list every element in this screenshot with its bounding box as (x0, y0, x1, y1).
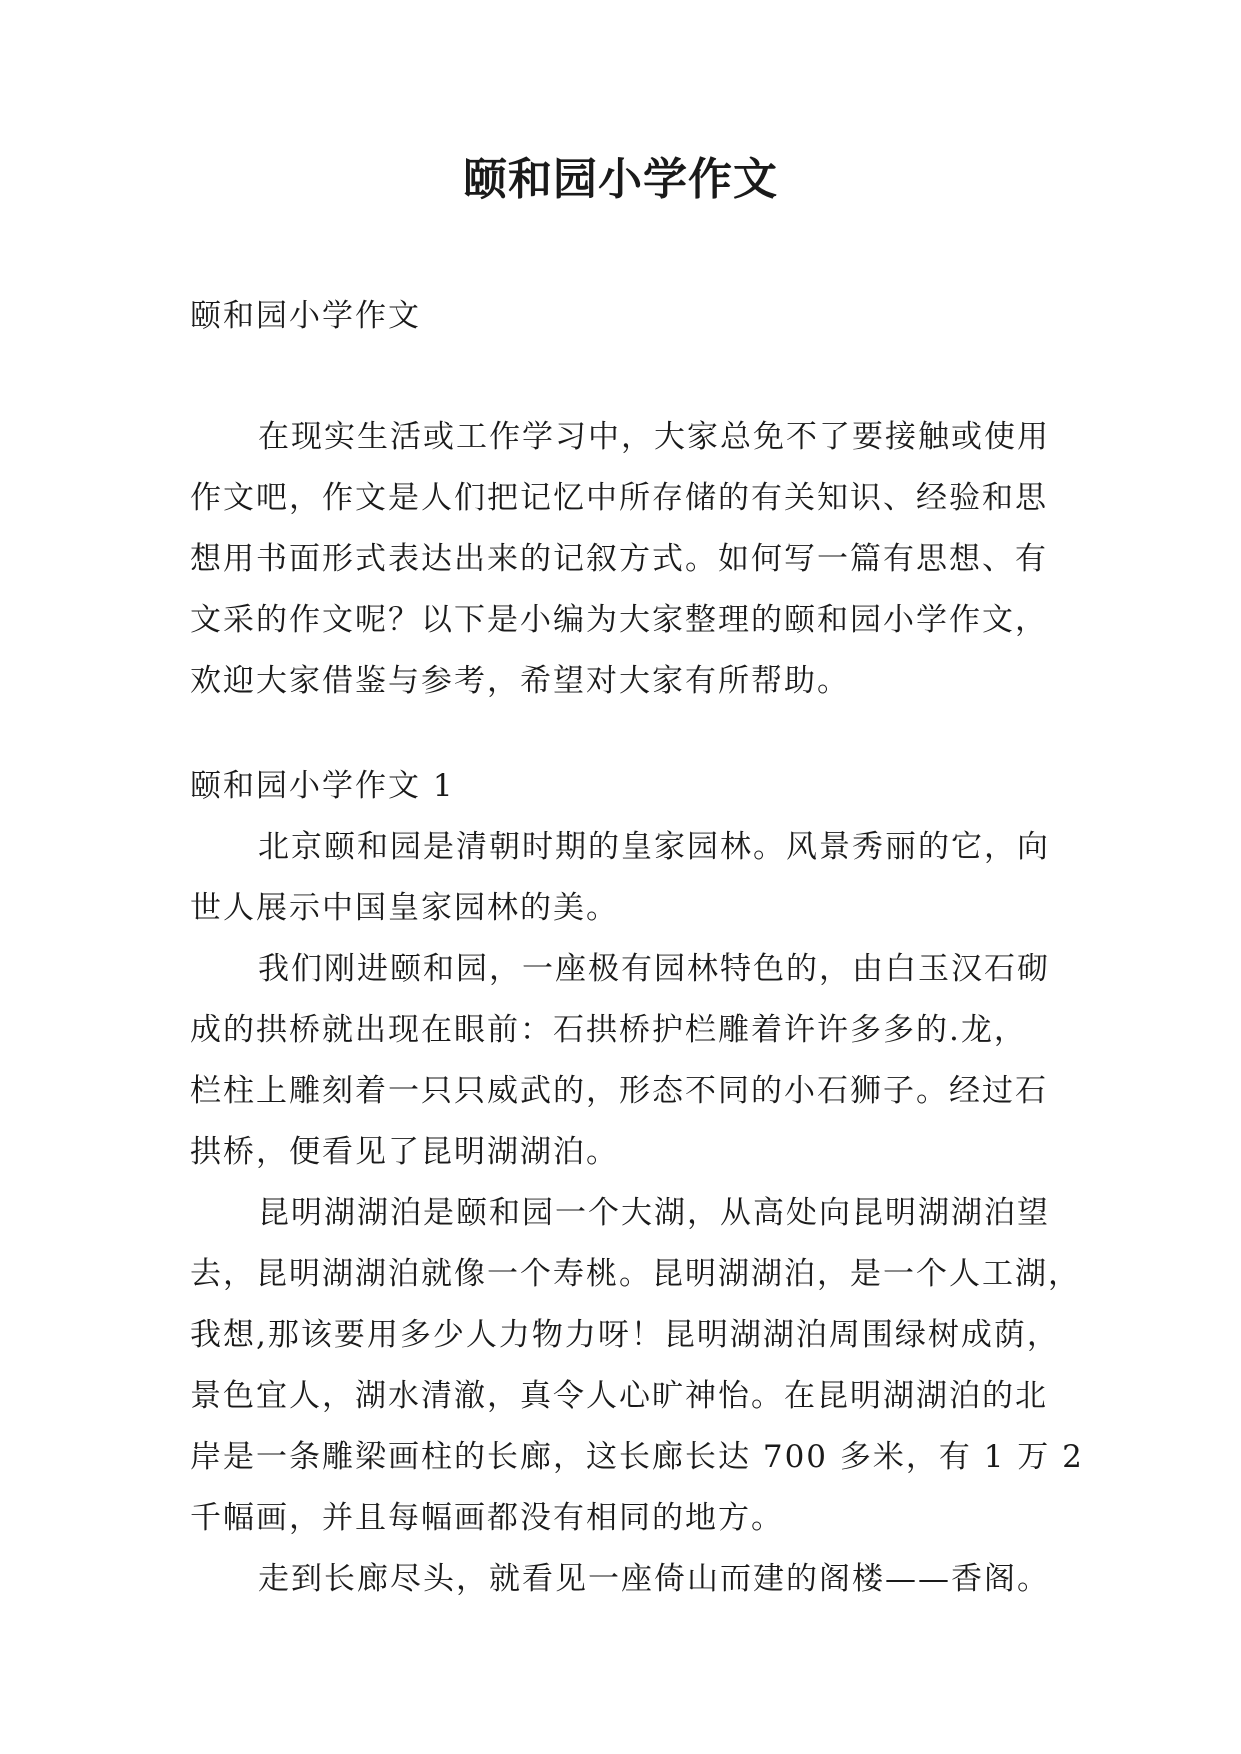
intro-paragraph (190, 407, 1050, 712)
intro-line: 作文吧，作文是人们把记忆中所存储的有关知识、经验和思 (190, 480, 1048, 516)
spacer (190, 712, 1050, 756)
paragraph-line: 景色宜人，湖水清澈，真令人心旷神怡。在昆明湖湖泊的北 (190, 1378, 1048, 1414)
paragraph-line: 北京颐和园是清朝时期的皇家园林。风景秀丽的它，向 (258, 829, 1050, 865)
paragraph-line: 千幅画，并且每幅画都没有相同的地方。 (190, 1500, 784, 1536)
intro-line: 文采的作文呢？以下是小编为大家整理的颐和园小学作文， (190, 602, 1048, 638)
paragraph-line: 昆明湖湖泊是颐和园一个大湖，从高处向昆明湖湖泊望 (258, 1195, 1050, 1231)
paragraph-line: 去，昆明湖湖泊就像一个寿桃。昆明湖湖泊，是一个人工湖， (190, 1256, 1081, 1292)
essay-heading: 颐和园小学作文 1 (190, 768, 455, 804)
spacer (190, 347, 1050, 407)
paragraph-line: 栏柱上雕刻着一只只威武的，形态不同的小石狮子。经过石 (190, 1073, 1048, 1109)
paragraph-line: 岸是一条雕梁画柱的长廊，这长廊长达 700 多米，有 1 万 2 (190, 1439, 1084, 1475)
document-body (190, 286, 1084, 1610)
essay-paragraph-1 (190, 817, 1050, 939)
intro-line: 想用书面形式表达出来的记叙方式。如何写一篇有思想、有 (190, 541, 1048, 577)
subtitle: 颐和园小学作文 (190, 298, 421, 334)
essay-paragraph-3 (190, 1183, 1084, 1549)
document-title: 颐和园小学作文 (463, 154, 778, 205)
essay-paragraph-2 (190, 939, 1050, 1183)
paragraph-line: 走到长廊尽头，就看见一座倚山而建的阁楼——香阁。 (258, 1561, 1050, 1597)
intro-line: 在现实生活或工作学习中，大家总免不了要接触或使用 (258, 419, 1050, 455)
paragraph-line: 拱桥，便看见了昆明湖湖泊。 (190, 1134, 619, 1170)
paragraph-line: 世人展示中国皇家园林的美。 (190, 890, 619, 926)
paragraph-line: 我们刚进颐和园，一座极有园林特色的，由白玉汉石砌 (258, 951, 1050, 987)
paragraph-line: 我想,那该要用多少人力物力呀！昆明湖湖泊周围绿树成荫， (190, 1317, 1060, 1353)
intro-line: 欢迎大家借鉴与参考，希望对大家有所帮助。 (190, 663, 850, 699)
essay-paragraph-4 (190, 1549, 1050, 1610)
paragraph-line: 成的拱桥就出现在眼前：石拱桥护栏雕着许许多多的.龙， (190, 1012, 1027, 1048)
